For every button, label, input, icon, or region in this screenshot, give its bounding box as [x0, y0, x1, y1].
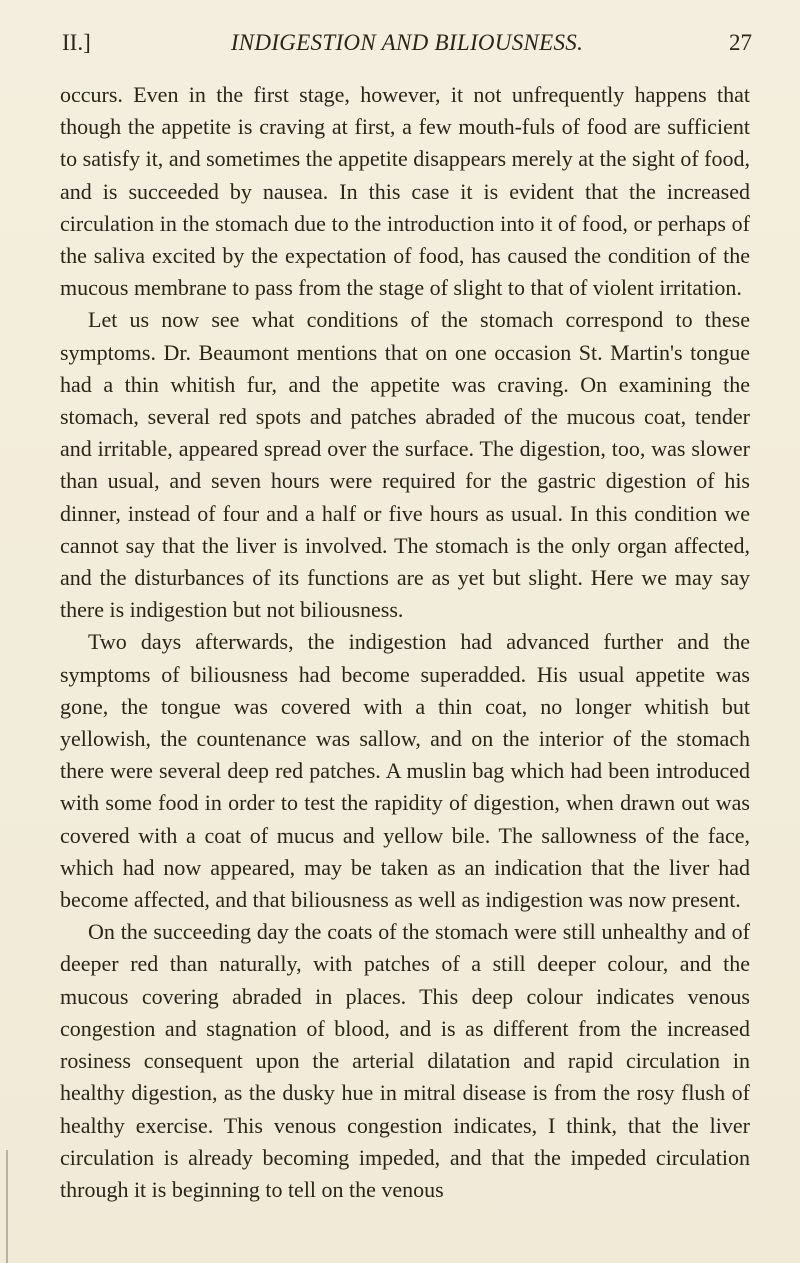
paragraph-3: Two days afterwards, the indigestion had advanced further and the symptoms of biliousness had become superadded. His usual appetite was gone, the tongue was covered with a thin coat, no longer whitish but yellowish, the countenance was sallow, and on the interior of the stomach there were several deep red patches. A muslin bag which had been introduced with some food in order to test the rapidity of digestion, when drawn out was covered with a coat of mucus and yellow bile. The sallowness of the face, which had now appeared, may be taken as an indication that the liver had become affected, and that biliousness as well as indigestion was now present. — [60, 629, 750, 913]
page-number: 27 — [729, 30, 752, 55]
chapter-number: II.] — [62, 30, 91, 55]
paragraph-1: occurs. Even in the first stage, however, it not unfrequently happens that though the appetite is craving at first, a few mouth-fuls of food are sufficient to satisfy it, and sometimes the appetite disappears merely at the sight of food, and is succeeded by nausea. In this case it is evident that the increased circulation in the stomach due to the introduction into it of food, or perhaps of the saliva excited by the expectation of food, has caused the condition of the mucous membrane to pass from the stage of slight to that of violent irritation. — [60, 82, 750, 301]
running-header — [62, 26, 752, 60]
paragraph-2: Let us now see what conditions of the stomach correspond to these symptoms. Dr. Beaumont mentions that on one occasion St. Martin's tongue had a thin whitish fur, and the appetite was craving. On examining the stomach, several red spots and patches abraded of the mucous coat, tender and irritable, appeared spread over the surface. The digestion, too, was slower than usual, and seven hours were required for the gastric digestion of his dinner, instead of four and a half or five hours as usual. In this condition we cannot say that the liver is involved. The stomach is the only organ affected, and the disturbances of its functions are as yet but slight. Here we may say there is indigestion but not biliousness. — [60, 307, 750, 623]
page-edge-mark — [6, 1150, 8, 1263]
body-text — [60, 79, 750, 1206]
paragraph-4: On the succeeding day the coats of the stomach were still unhealthy and of deeper red than naturally, with patches of a still deeper colour, and the mucous covering abraded in places. This deep colour indicates venous congestion and stagnation of blood, and is as different from the increased rosiness consequent upon the arterial dilatation and rapid circulation in healthy digestion, as the dusky hue in mitral disease is from the rosy flush of healthy exercise. This venous congestion indicates, I think, that the liver circulation is already becoming impeded, and that the impeded circulation through it is beginning to tell on the venous — [60, 919, 750, 1202]
running-title: INDIGESTION AND BILIOUSNESS. — [230, 30, 584, 55]
